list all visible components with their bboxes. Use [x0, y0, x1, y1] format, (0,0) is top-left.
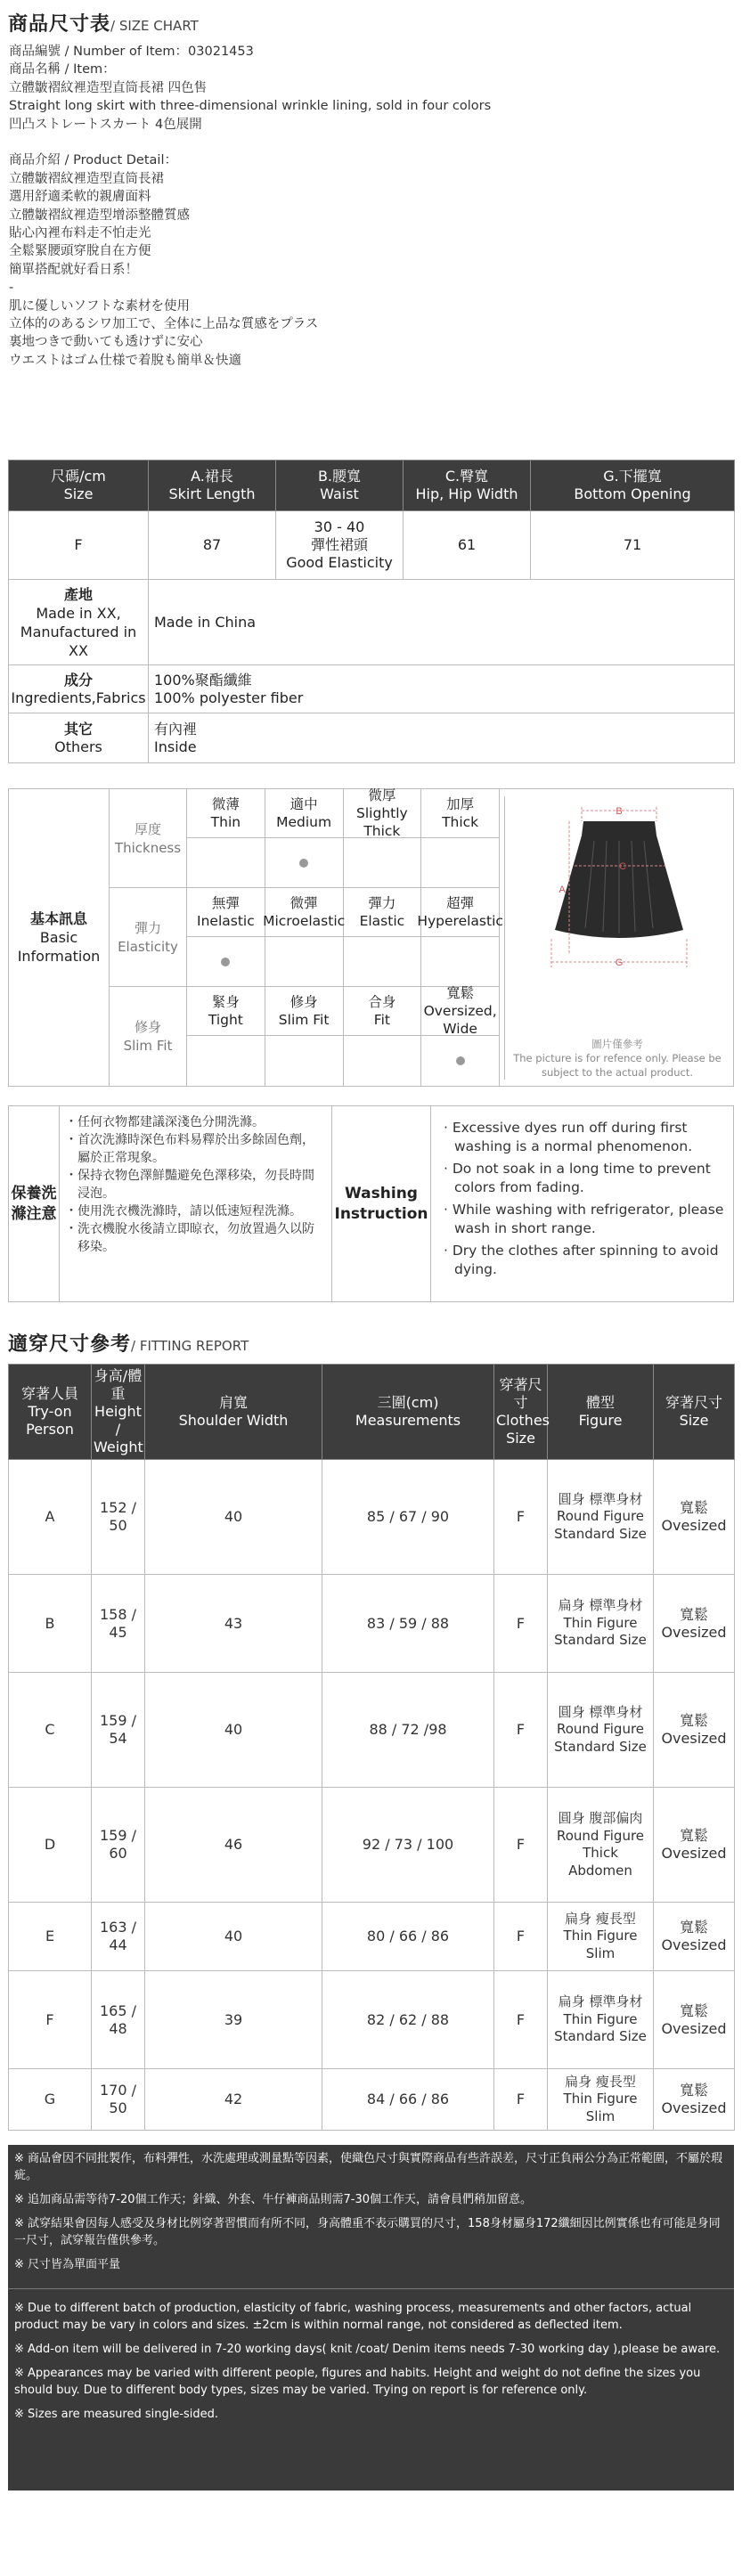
fitting-row — [9, 1788, 735, 1903]
header-size: 尺碼/cm Size — [9, 461, 149, 511]
option-zh: 彈力 — [368, 895, 396, 911]
measurements-cell: 80 / 66 / 86 — [322, 1903, 494, 1971]
option-text — [211, 795, 241, 831]
washing-item-en: · Dry the clothes after spinning to avoid dying. — [444, 1243, 719, 1277]
diagram-label-a: A — [559, 884, 566, 895]
washing-item-zh: ・保持衣物色澤鮮豔避免色澤移染，勿長時間浸泡。 — [65, 1169, 314, 1201]
hip-cell: 61 — [404, 511, 531, 580]
fit-zh: 寬鬆 — [679, 1919, 708, 1936]
option-en: Hyperelastic — [417, 913, 503, 929]
figure-zh: 扁身 瘦長型 — [565, 1910, 636, 1927]
bottom-cell: 71 — [531, 511, 735, 580]
intro-line: 全鬆緊腰頭穿脫自在方便 — [9, 244, 151, 259]
diagram-label-c: C — [619, 861, 626, 872]
clothes-size-cell: F — [494, 1460, 548, 1575]
option-zh: 加厚 — [446, 796, 475, 812]
fit-cell — [654, 1788, 735, 1903]
basic-info-option — [265, 987, 344, 1036]
basic-info-row — [109, 789, 499, 888]
fitting-title — [8, 1329, 249, 1357]
intro-line: 選用舒適柔軟的親膚面料 — [9, 190, 151, 205]
selected-dot-icon — [456, 1056, 465, 1065]
option-text — [263, 894, 345, 930]
fitting-header-en: Size — [679, 1412, 709, 1429]
note-en: ※ Sizes are measured single-sided. — [14, 2408, 219, 2421]
option-zh: 緊身 — [211, 994, 240, 1010]
option-en: Medium — [276, 814, 332, 830]
fit-zh: 寬鬆 — [679, 1712, 708, 1729]
notes-divider — [8, 2280, 734, 2289]
option-en: Slim Fit — [278, 1012, 330, 1028]
option-en: Slightly Thick — [356, 805, 408, 839]
fitting-header-cell — [145, 1365, 322, 1460]
product-intro — [9, 43, 735, 370]
option-en: Thin — [210, 814, 241, 830]
option-indicator — [265, 838, 344, 888]
weight-value: 60 — [109, 1845, 127, 1862]
fitting-row — [9, 1971, 735, 2069]
clothes-size-cell: F — [494, 2069, 548, 2131]
intro-line: - — [9, 281, 14, 296]
notes-panel — [8, 2145, 734, 2490]
washing-label-zh: 保養洗滌注意 — [9, 1106, 60, 1301]
note-zh: ※ 試穿結果會因每人感受及身材比例穿著習慣而有所不同，身高體重不表示購買的尺寸，158身材屬身172纖細因比例實係也有可能是身同一尺寸，試穿報告僅供參考。 — [14, 2217, 721, 2247]
washing-list-en — [431, 1106, 733, 1301]
fit-en: Ovesized — [661, 1845, 727, 1862]
fitting-header-en: Try-on Person — [26, 1403, 74, 1438]
intro-line: 商品名稱 / Item： — [9, 62, 116, 77]
fit-cell — [654, 2069, 735, 2131]
option-zh: 修身 — [289, 994, 318, 1010]
washing-item-en-text: Do not soak in a long time to prevent colors from fading. — [452, 1161, 711, 1195]
figure-zh: 扁身 標準身材 — [558, 1597, 643, 1614]
person-cell: E — [9, 1903, 92, 1971]
basic-info-option — [421, 987, 500, 1036]
fitting-header-zh: 身高/體重 — [94, 1367, 143, 1402]
intro-line: 貼心內裡布料走不怕走光 — [9, 226, 151, 241]
option-zh: 無彈 — [211, 895, 240, 911]
fit-en: Ovesized — [661, 1517, 727, 1534]
person-cell: A — [9, 1460, 92, 1575]
basic-info-option — [344, 789, 422, 838]
notes-en — [14, 2300, 728, 2423]
figure-en: Thin Figure Slim — [563, 1928, 638, 1961]
intro-line: 立體皺褶紋裡造型直筒長裙 — [9, 171, 164, 186]
fitting-header-en: Measurements — [355, 1412, 461, 1429]
washing-item-zh-text: 使用洗衣機洗滌時，請以低速短程洗滌。 — [77, 1204, 302, 1219]
option-zh: 寬鬆 — [446, 985, 475, 1001]
figure-en: Thin Figure Standard Size — [554, 2010, 647, 2045]
option-indicator — [344, 838, 422, 888]
category-en: Slim Fit — [123, 1037, 173, 1054]
washing-item-en-text: Excessive dyes run off during first washing is a normal phenomenon. — [452, 1120, 693, 1154]
selected-dot-icon — [221, 958, 230, 966]
category-en: Elasticity — [118, 938, 178, 955]
person-cell: B — [9, 1575, 92, 1673]
diagram-caption: 圖片僅參考 The picture is for refence only. Please be subject to the actual product. — [513, 1038, 722, 1079]
fit-zh: 寬鬆 — [679, 2082, 708, 2099]
origin-value: Made in China — [149, 580, 735, 665]
option-indicator — [265, 937, 344, 987]
intro-line: 立体的のあるシワ加工で、全体に上品な質感をプラス — [9, 317, 319, 332]
size-chart-title — [8, 9, 199, 37]
fitting-header-en: Shoulder Width — [178, 1412, 289, 1429]
height-weight-cell: 163 / 44 — [92, 1903, 145, 1971]
note-en: ※ Add-on item will be delivered in 7-20 working days( knit /coat/ Denim items needs 7-30 working day ),please be aware. — [14, 2343, 721, 2356]
fit-en: Ovesized — [661, 1623, 727, 1641]
fitting-header-zh: 穿著尺寸 — [499, 1376, 542, 1411]
basic-info — [8, 788, 734, 1087]
intro-line: 肌に優しいソフトな素材を使用 — [9, 298, 190, 314]
diagram-label-b: B — [616, 806, 623, 817]
fit-en: Ovesized — [661, 2099, 727, 2116]
intro-line: 立體皺褶紋裡造型直筒長裙 四色售 — [9, 80, 208, 95]
size-chart-title-en: / SIZE CHART — [110, 18, 199, 34]
height-value: 163 — [99, 1919, 127, 1936]
option-zh: 超彈 — [446, 895, 475, 911]
fit-cell — [654, 1673, 735, 1788]
fitting-header-zh: 穿著人員 — [20, 1385, 78, 1402]
basic-info-category — [110, 888, 187, 987]
measurements-cell: 88 / 72 /98 — [322, 1673, 494, 1788]
category-text — [118, 919, 178, 957]
fitting-header-en: Figure — [578, 1412, 623, 1429]
washing-item-zh: ・任何衣物都建議深淺色分開洗滌。 — [65, 1115, 265, 1129]
fitting-table — [8, 1364, 735, 2131]
figure-en: Round Figure Thick Abdomen — [556, 1827, 645, 1879]
washing-item-zh-text: 任何衣物都建議深淺色分開洗滌。 — [77, 1115, 265, 1129]
note-zh: ※ 商品會因不同批製作，布料彈性，水洗處理或測量點等因素，使織色尺寸與實際商品有些許誤差，尺寸正負兩公分為正常範圍，不屬於瑕疵。 — [14, 2152, 723, 2182]
measurements-cell: 83 / 59 / 88 — [322, 1575, 494, 1673]
option-text — [421, 984, 499, 1038]
fitting-header-cell — [322, 1365, 494, 1460]
person-cell: G — [9, 2069, 92, 2131]
option-en: Thick — [442, 814, 479, 830]
shoulder-cell: 43 — [145, 1575, 322, 1673]
fit-zh: 寬鬆 — [679, 1827, 708, 1844]
fitting-row — [9, 1575, 735, 1673]
basic-info-category — [110, 987, 187, 1086]
person-cell: D — [9, 1788, 92, 1903]
basic-info-option — [344, 987, 422, 1036]
note-en: ※ Appearances may be varied with different people, figures and habits. Height and weight do not define the sizes you should buy. Due to different body types, sizes may be varied. Trying on report is for reference only. — [14, 2367, 701, 2397]
fitting-row — [9, 2069, 735, 2131]
fitting-header-zh: 穿著尺寸 — [665, 1394, 722, 1411]
figure-zh: 圓身 腹部偏肉 — [558, 1810, 643, 1826]
fitting-header-zh: 三圍(cm) — [377, 1394, 439, 1411]
weight-value: 48 — [109, 2019, 127, 2037]
basic-info-option — [187, 888, 265, 937]
note-en: ※ Due to different batch of production, elasticity of fabric, washing process, measurements and other factors, actual product may be vary in colors and sizes. ±2cm is within normal range, not considered as deflected item. — [14, 2302, 692, 2332]
option-zh: 微厚 — [368, 787, 396, 803]
fit-cell — [654, 1971, 735, 2069]
fabric-row — [9, 665, 735, 713]
clothes-size-cell: F — [494, 1788, 548, 1903]
height-value: 159 — [99, 1712, 127, 1729]
shoulder-cell: 40 — [145, 1673, 322, 1788]
size-table — [8, 460, 735, 763]
washing-item-en: · Do not soak in a long time to prevent colors from fading. — [444, 1161, 711, 1195]
option-text — [279, 993, 330, 1029]
header-waist: B.腰寬 Waist — [276, 461, 404, 511]
option-indicator — [344, 937, 422, 987]
fit-cell — [654, 1903, 735, 1971]
basic-info-option — [187, 987, 265, 1036]
fitting-title-zh: 適穿尺寸參考 — [8, 1333, 132, 1356]
weight-value: 50 — [109, 1517, 127, 1534]
fitting-header-cell — [92, 1365, 145, 1460]
waist-cell: 30 - 40 彈性裙頭 Good Elasticity — [276, 511, 404, 580]
shoulder-cell: 46 — [145, 1788, 322, 1903]
height-weight-cell: 159 / 54 — [92, 1673, 145, 1788]
height-weight-cell: 170 / 50 — [92, 2069, 145, 2131]
basic-info-option — [265, 888, 344, 937]
height-value: 170 — [99, 2082, 127, 2099]
figure-zh: 圓身 標準身材 — [558, 1703, 643, 1720]
figure-zh: 扁身 標準身材 — [558, 1993, 643, 2010]
figure-cell — [548, 1673, 654, 1788]
option-indicator — [344, 1036, 422, 1086]
option-indicator — [265, 1036, 344, 1086]
skirt-diagram-icon — [505, 796, 730, 1028]
option-indicator — [187, 937, 265, 987]
shoulder-cell: 42 — [145, 2069, 322, 2131]
category-zh: 修身 — [134, 1018, 161, 1035]
clothes-size-cell: F — [494, 1903, 548, 1971]
figure-cell — [548, 1575, 654, 1673]
basic-info-label: 基本訊息 Basic Information — [17, 910, 101, 965]
fitting-header-cell — [494, 1365, 548, 1460]
washing-item-zh: ・洗衣機脫水後請立即晾衣，勿放置過久以防移染。 — [65, 1222, 314, 1254]
note-zh: ※ 尺寸皆為單面平量 — [14, 2258, 121, 2271]
fitting-header-zh: 肩寬 — [218, 1394, 248, 1411]
diagram-label-g: G — [615, 958, 624, 968]
intro-line: 商品編號 / Number of Item：03021453 — [9, 45, 254, 59]
measurements-cell: 84 / 66 / 86 — [322, 2069, 494, 2131]
size-cell: F — [9, 511, 149, 580]
category-zh: 厚度 — [134, 820, 161, 837]
option-indicator — [421, 937, 500, 987]
size-chart-title-zh: 商品尺寸表 — [8, 13, 111, 36]
notes-zh — [14, 2150, 728, 2273]
fitting-row — [9, 1460, 735, 1575]
fitting-header — [9, 1365, 735, 1460]
shoulder-cell: 40 — [145, 1903, 322, 1971]
fitting-title-en: / FITTING REPORT — [131, 1338, 249, 1354]
figure-zh: 圓身 標準身材 — [558, 1490, 643, 1507]
washing-item-en-text: Dry the clothes after spinning to avoid dying. — [452, 1243, 719, 1277]
option-text — [208, 993, 243, 1029]
washing-item-zh-text: 洗衣機脫水後請立即晾衣，勿放置過久以防移染。 — [77, 1222, 314, 1254]
figure-cell — [548, 1971, 654, 2069]
washing-item-en: · Excessive dyes run off during first washing is a normal phenomenon. — [444, 1120, 693, 1154]
fitting-header-en: Height / Weight — [94, 1403, 143, 1455]
option-indicator — [187, 838, 265, 888]
fitting-header-cell — [9, 1365, 92, 1460]
height-value: 159 — [99, 1827, 127, 1844]
intro-line: Straight long skirt with three-dimensional wrinkle lining, sold in four colors — [9, 99, 492, 114]
option-zh: 微彈 — [289, 895, 318, 911]
figure-en: Round Figure Standard Size — [554, 1721, 647, 1755]
size-row — [9, 511, 735, 580]
option-zh: 微薄 — [211, 796, 240, 812]
washing-item-en-text: While washing with refrigerator, please wash in short range. — [452, 1202, 724, 1236]
basic-info-option — [417, 888, 503, 937]
fit-zh: 寬鬆 — [679, 1605, 708, 1623]
category-text — [124, 1018, 173, 1056]
washing-item-en: · While washing with refrigerator, please wash in short range. — [444, 1202, 724, 1236]
height-value: 158 — [99, 1605, 127, 1623]
others-row — [9, 713, 735, 763]
washing-item-zh: ・首次洗滌時深色布料易釋於出多餘固色劑，屬於正常現象。 — [65, 1133, 314, 1165]
washing-section — [8, 1105, 734, 1302]
selected-dot-icon — [299, 859, 308, 868]
basic-info-category — [110, 789, 187, 888]
origin-label: 產地 Made in XX, Manufactured in XX — [9, 580, 149, 665]
option-en: Microelastic — [263, 913, 346, 929]
clothes-size-cell: F — [494, 1575, 548, 1673]
measurements-cell: 85 / 67 / 90 — [322, 1460, 494, 1575]
intro-line: 商品介紹 / Product Detail： — [9, 153, 177, 168]
option-text — [197, 894, 255, 930]
intro-line: 簡單搭配就好看日系！ — [9, 262, 138, 277]
washing-item-zh-text: 保持衣物色澤鮮豔避免色澤移染，勿長時間浸泡。 — [77, 1169, 314, 1201]
basic-info-row — [109, 987, 499, 1086]
option-en: Elastic — [359, 913, 405, 929]
person-cell: F — [9, 1971, 92, 2069]
height-weight-cell: 165 / 48 — [92, 1971, 145, 2069]
figure-cell — [548, 1903, 654, 1971]
intro-line: ウエストはゴム仕様で着脫も簡単＆快適 — [9, 353, 241, 368]
size-table-header — [9, 461, 735, 511]
height-weight-cell: 158 / 45 — [92, 1575, 145, 1673]
header-hip: C.臀寬 Hip, Hip Width — [404, 461, 531, 511]
option-text — [276, 795, 331, 831]
intro-line: 立體皺褶紋裡造型增添整體質感 — [9, 208, 190, 223]
clothes-size-cell: F — [494, 1971, 548, 2069]
origin-row — [9, 580, 735, 665]
fit-cell — [654, 1575, 735, 1673]
option-indicator — [421, 1036, 500, 1086]
figure-cell — [548, 1460, 654, 1575]
others-label: 其它 Others — [9, 713, 149, 763]
option-text — [417, 894, 503, 930]
length-cell: 87 — [149, 511, 276, 580]
basic-info-option — [344, 888, 422, 937]
category-en: Thickness — [114, 839, 182, 856]
clothes-size-cell: F — [494, 1673, 548, 1788]
option-zh: 合身 — [368, 994, 396, 1010]
height-weight-cell: 159 / 60 — [92, 1788, 145, 1903]
fitting-header-en: Clothes Size — [496, 1412, 550, 1447]
basic-info-row — [109, 888, 503, 987]
height-weight-cell: 152 / 50 — [92, 1460, 145, 1575]
option-indicator — [421, 838, 500, 888]
option-text — [344, 787, 421, 840]
figure-zh: 扁身 瘦長型 — [565, 2073, 636, 2090]
shoulder-cell: 40 — [145, 1460, 322, 1575]
figure-cell — [548, 2069, 654, 2131]
option-en: Inelastic — [197, 913, 255, 929]
fabric-value: 100%聚酯纖維 100% polyester fiber — [149, 665, 735, 713]
header-bottom-opening: G.下擺寬 Bottom Opening — [531, 461, 735, 511]
measurements-cell: 82 / 62 / 88 — [322, 1971, 494, 2069]
fitting-row — [9, 1673, 735, 1788]
category-text — [115, 820, 181, 858]
fitting-row — [9, 1903, 735, 1971]
intro-line: 凹凸ストレートスカート 4色展開 — [9, 117, 202, 132]
option-en: Oversized, Wide — [423, 1003, 497, 1037]
washing-item-zh-text: 首次洗滌時深色布料易釋於出多餘固色劑，屬於正常現象。 — [77, 1133, 314, 1165]
weight-value: 44 — [109, 1936, 127, 1953]
option-en: Fit — [373, 1012, 390, 1028]
header-skirt-length: A.裙長 Skirt Length — [149, 461, 276, 511]
note-zh: ※ 追加商品需等待7-20個工作天；針織、外套、牛仔褲商品則需7-30個工作天，請會員們稍加留意。 — [14, 2193, 533, 2206]
washing-item-zh: ・使用洗衣機洗滌時，請以低速短程洗滌。 — [65, 1204, 302, 1219]
intro-line — [9, 134, 735, 151]
weight-value: 50 — [109, 2099, 127, 2116]
fit-zh: 寬鬆 — [679, 2001, 708, 2019]
option-indicator — [187, 1036, 265, 1086]
option-en: Tight — [208, 1012, 243, 1028]
basic-info-option — [187, 789, 265, 838]
figure-en: Thin Figure Standard Size — [554, 1614, 647, 1649]
skirt-diagram — [504, 796, 729, 1080]
height-value: 165 — [99, 2001, 127, 2019]
fit-en: Ovesized — [661, 2019, 727, 2037]
fitting-header-cell — [654, 1365, 735, 1460]
measurements-cell: 92 / 73 / 100 — [322, 1788, 494, 1903]
figure-en: Thin Figure Slim — [563, 2091, 638, 2124]
shoulder-cell: 39 — [145, 1971, 322, 2069]
basic-info-option — [265, 789, 344, 838]
fit-cell — [654, 1460, 735, 1575]
category-zh: 彈力 — [134, 919, 161, 936]
weight-value: 45 — [109, 1623, 127, 1641]
fit-en: Ovesized — [661, 1936, 727, 1953]
fitting-header-zh: 體型 — [585, 1394, 615, 1411]
height-value: 152 — [99, 1499, 127, 1516]
fitting-header-cell — [548, 1365, 654, 1460]
figure-en: Round Figure Standard Size — [554, 1508, 647, 1542]
washing-list-zh — [60, 1106, 332, 1301]
fit-zh: 寬鬆 — [679, 1499, 708, 1516]
others-value: 有內裡 Inside — [149, 713, 735, 763]
option-zh: 適中 — [289, 796, 318, 812]
option-text — [442, 795, 478, 831]
basic-info-grid — [109, 787, 503, 1086]
option-text — [368, 993, 395, 1029]
fabric-label: 成分 Ingredients,Fabrics — [9, 665, 149, 713]
figure-cell — [548, 1788, 654, 1903]
fit-en: Ovesized — [661, 1730, 727, 1747]
option-text — [360, 894, 405, 930]
weight-value: 54 — [109, 1730, 127, 1747]
washing-label-en: Washing Instruction — [332, 1106, 431, 1301]
basic-info-option — [421, 789, 500, 838]
person-cell: C — [9, 1673, 92, 1788]
intro-line: 裏地つきで動いても透けずに安心 — [9, 335, 203, 350]
